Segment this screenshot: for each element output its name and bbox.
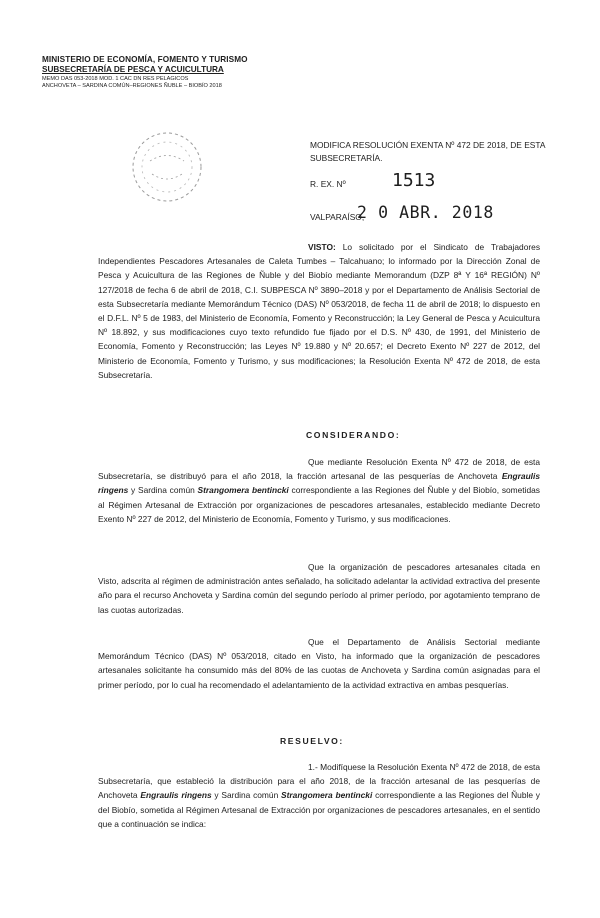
considerando-paragraph-3: Que el Departamento de Análisis Sectorial mediante Memorándum Técnico (DAS) Nº 053/2018, citado en Visto, ha informado que la organización de pescadores artesanales solicitante ha consumido más del 80% de las cuotas de Anchoveta y Sardina común asignadas para el primer período, por lo cual ha recomendado el adelantamiento de la actividad extractiva en ambas pesquerías.	[98, 637, 540, 690]
considerando-paragraph-2: Que la organización de pescadores artesanales citada en Visto, adscrita al régimen de administración antes señalado, ha solicitado adelantar la actividad extractiva del presente año para el recurso Anchoveta y Sardina común del segundo período al primer período, por agotamiento temprano de las cuotas autorizadas.	[98, 562, 540, 615]
considerando-p1-text-c: correspondiente a las Regiones del Ñuble y del Biobío, sometidas al Régimen Artesanal de Extracción por organizaciones de pescadores artesanales, establecido mediante Decreto Exento Nº 227 de 2012, del Ministerio de Economía, Fomento y Turismo, y sus modificaciones.	[98, 485, 540, 524]
species-name-sardina: Strangomera bentincki	[281, 790, 373, 801]
resuelvo-p1-text-a: 1.- Modifíquese la Resolución Exenta Nº 472 de 2018, de esta Subsecretaría, que estableció la distribución para el año 2018, de la fracción artesanal de las pesquerías de Anchoveta	[98, 762, 540, 801]
resuelvo-heading: RESUELVO:	[280, 736, 344, 746]
document-title: MODIFICA RESOLUCIÓN EXENTA Nº 472 DE 2018, DE ESTA SUBSECRETARÍA.	[310, 140, 545, 163]
visto-paragraph	[98, 240, 540, 382]
visto-text: Lo solicitado por el Sindicato de Trabajadores Independientes Pescadores Artesanales de Caleta Tumbes – Talcahuano; lo informado por la Dirección Zonal de Pesca y Acuicultura de las Regiones de Ñuble y del Biobío mediante Memorandum (DZP 8ª Y 16ª REGIÓN) Nº 127/2018 de fecha 6 de abril de 2018, C.I. SUBPESCA Nº 3890–2018 y por el Departamento de Análisis Sectorial de esta Subsecretaría mediante Memorándum Técnico (DAS) Nº 053/2018, de fecha 11 de abril de 2018; lo dispuesto en el D.F.L. Nº 5 de 1983, del Ministerio de Economía, Fomento y Reconstrucción; la Ley General de Pesca y Acuicultura Nº 18.892, y sus modificaciones cuyo texto refundido fue fijado por el D.S. Nº 430, de 1991, del Ministerio de Economía, Fomento y Reconstrucción; las Leyes Nº 19.880 y Nº 20.657; el Decreto Exento Nº 227 de 2012, del Ministerio de Economía, Fomento y Turismo, y sus modificaciones; la Resolución Exenta Nº 472 de 2018, de esta Subsecretaría.	[98, 242, 541, 380]
resuelvo-paragraph-1	[98, 760, 540, 831]
resolution-label: R. EX. Nº	[310, 179, 346, 189]
considerando-paragraph-1	[98, 455, 540, 526]
considerando-heading: CONSIDERANDO:	[306, 430, 401, 440]
species-name-anchoveta: Engraulis ringens	[140, 790, 212, 801]
species-name-anchoveta: Engraulis ringens	[98, 471, 540, 496]
species-name-sardina: Strangomera bentincki	[197, 485, 289, 496]
place-label: VALPARAÍSO,	[310, 212, 365, 222]
reference-line: MEMO DAS 053-2018 MOD. 1 CAC DN RES PELAGICOS	[42, 76, 189, 82]
considerando-p1-text-b: y Sardina común	[128, 485, 198, 496]
resolution-number: 1513	[392, 170, 436, 191]
resuelvo-p1-text-c: correspondiente a las Regiones del Ñuble y del Biobío, sometida al Régimen Artesanal de Extracción por organizaciones de pescadores artesanales, en el sentido que a continuación se indica:	[98, 790, 540, 829]
ministry-name: MINISTERIO DE ECONOMÍA, FOMENTO Y TURISMO	[42, 55, 248, 64]
considerando-p1-text-a: Que mediante Resolución Exenta Nº 472 de 2018, de esta Subsecretaría, se distribuyó para el año 2018, la fracción artesanal de las pesquerías de Anchoveta	[98, 457, 540, 482]
visto-keyword: VISTO:	[308, 242, 336, 252]
official-seal-stamp	[128, 128, 206, 206]
subsecretaria-name: SUBSECRETARÍA DE PESCA Y ACUICULTURA	[42, 65, 224, 74]
letterhead	[42, 55, 302, 91]
date-stamp: 2 0 ABR. 2018	[357, 203, 494, 222]
subject-line: ANCHOVETA – SARDINA COMÚN–REGIONES ÑUBLE – BIOBÍO 2018	[42, 83, 222, 90]
resuelvo-p1-text-b: y Sardina común	[211, 790, 282, 801]
